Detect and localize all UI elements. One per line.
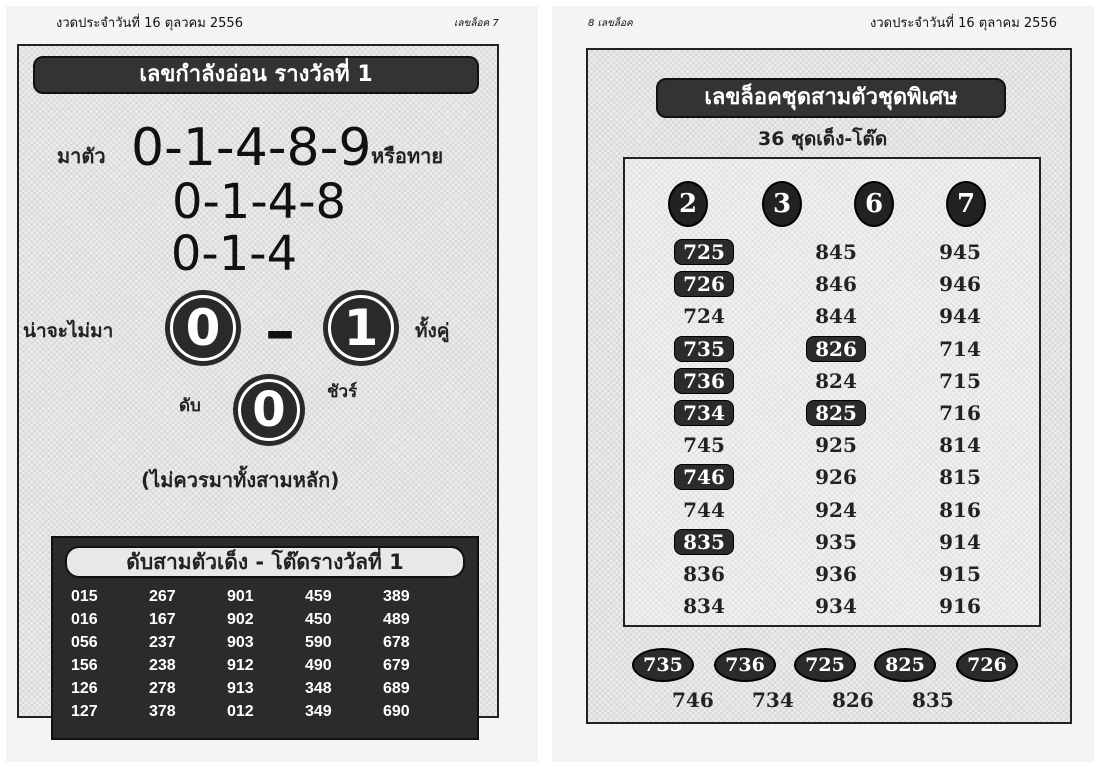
- table-cell: 126: [71, 680, 98, 697]
- table-cell: 690: [383, 703, 410, 720]
- bottom-pill-4: 825: [874, 648, 936, 682]
- number-column-1: [659, 236, 749, 622]
- list-item: [791, 590, 881, 622]
- number-columns-box: [623, 157, 1041, 627]
- number: 814: [939, 433, 981, 458]
- list-item: [791, 333, 881, 365]
- bottom-pill-3: 725: [794, 648, 856, 682]
- number: 926: [815, 465, 857, 490]
- list-item: [915, 365, 1005, 397]
- list-item: [791, 397, 881, 429]
- right-frame: [586, 48, 1072, 724]
- table-cell: 913: [227, 680, 254, 697]
- bottom-pill-2: 736: [714, 648, 776, 682]
- list-item: [915, 397, 1005, 429]
- table-cell: 459: [305, 588, 332, 605]
- number: 916: [939, 594, 981, 619]
- table-cell: 912: [227, 657, 254, 674]
- list-item: [659, 333, 749, 365]
- list-item: [659, 268, 749, 300]
- table-cell: 278: [149, 680, 176, 697]
- bottom-pill-1: 735: [632, 648, 694, 682]
- table-cell: 348: [305, 680, 332, 697]
- dub-number-table: [51, 536, 479, 740]
- right-subtitle: 36 ชุดเด็ง-โต๊ด: [758, 128, 888, 150]
- number: 925: [815, 433, 857, 458]
- list-item: [659, 300, 749, 332]
- table-cell: 167: [149, 611, 176, 628]
- pair-digit-b-circle: [323, 290, 399, 366]
- number: 924: [815, 497, 857, 522]
- list-item: [915, 461, 1005, 493]
- number: 815: [939, 465, 981, 490]
- pair-digit-b: 1: [328, 295, 394, 361]
- highlighted-number: 825: [806, 400, 866, 426]
- pair-right-label: ทั้งคู่: [415, 320, 450, 342]
- column-head-2: 2: [668, 181, 708, 227]
- number: 934: [815, 594, 857, 619]
- single-left-label: ดับ: [179, 396, 201, 416]
- list-item: [915, 268, 1005, 300]
- list-item: [659, 558, 749, 590]
- table-cell: 490: [305, 657, 332, 674]
- list-item: [791, 236, 881, 268]
- list-item: [659, 461, 749, 493]
- left-page: [6, 6, 538, 762]
- table-cell: 156: [71, 657, 98, 674]
- table-cell: 378: [149, 703, 176, 720]
- bottom-number-2: 734: [752, 688, 794, 712]
- highlighted-number: 734: [674, 400, 734, 426]
- line2-digits: 0-1-4-8: [171, 174, 347, 230]
- pair-digit-a: 0: [170, 295, 236, 361]
- table-cell: 902: [227, 611, 254, 628]
- column-head-6: 6: [854, 181, 894, 227]
- number: 915: [939, 561, 981, 586]
- pair-left-label: น่าจะไม่มา: [23, 320, 114, 342]
- highlighted-number: 835: [674, 529, 734, 555]
- single-right-label: ชัวร์: [327, 382, 358, 402]
- table-cell: 901: [227, 588, 254, 605]
- line3-digits: 0-1-4: [170, 226, 298, 282]
- table-cell: 590: [305, 634, 332, 651]
- list-item: [659, 590, 749, 622]
- number: 836: [683, 561, 725, 586]
- bottom-number-3: 826: [832, 688, 874, 712]
- number: 945: [939, 240, 981, 265]
- number: 714: [939, 336, 981, 361]
- table-cell: 689: [383, 680, 410, 697]
- note-text: (ไม่ควรมาทั้งสามหลัก): [141, 468, 340, 492]
- right-header-date: งวดประจำวันที่ 16 ตุลาคม 2556: [870, 16, 1057, 31]
- list-item: [791, 429, 881, 461]
- table-cell: 016: [71, 611, 98, 628]
- list-item: [791, 365, 881, 397]
- list-item: [659, 236, 749, 268]
- right-banner-title: เลขล็อคชุดสามตัวชุดพิเศษ: [656, 78, 1006, 118]
- list-item: [659, 494, 749, 526]
- table-cell: 056: [71, 634, 98, 651]
- number-column-2: [791, 236, 881, 622]
- bottom-number-1: 746: [672, 688, 714, 712]
- number: 944: [939, 304, 981, 329]
- bottom-pill-5: 726: [956, 648, 1018, 682]
- number: 846: [815, 272, 857, 297]
- list-item: [659, 429, 749, 461]
- number: 834: [683, 594, 725, 619]
- list-item: [915, 429, 1005, 461]
- table-cell: 267: [149, 588, 176, 605]
- number: 724: [683, 304, 725, 329]
- table-cell: 238: [149, 657, 176, 674]
- highlighted-number: 736: [674, 368, 734, 394]
- single-digit-circle: [233, 374, 305, 446]
- list-item: [915, 526, 1005, 558]
- single-digit: 0: [238, 379, 300, 441]
- list-item: [659, 397, 749, 429]
- table-cell: 237: [149, 634, 176, 651]
- line1-suffix: หรือทาย: [371, 144, 444, 168]
- highlighted-number: 735: [674, 336, 734, 362]
- column-head-3: 3: [762, 181, 802, 227]
- number: 715: [939, 368, 981, 393]
- column-head-7: 7: [946, 181, 986, 227]
- highlighted-number: 746: [674, 464, 734, 490]
- left-frame: [17, 44, 499, 718]
- list-item: [915, 300, 1005, 332]
- number: 824: [815, 368, 857, 393]
- table-title: ดับสามตัวเด็ง - โต๊ดรางวัลที่ 1: [65, 546, 465, 578]
- table-cell: 678: [383, 634, 410, 651]
- highlighted-number: 726: [674, 271, 734, 297]
- number-column-3: [915, 236, 1005, 622]
- number: 946: [939, 272, 981, 297]
- list-item: [791, 268, 881, 300]
- left-page-label: เลขล็อค 7: [454, 18, 499, 29]
- table-cell: 012: [227, 703, 254, 720]
- number: 844: [815, 304, 857, 329]
- number: 936: [815, 561, 857, 586]
- list-item: [791, 526, 881, 558]
- number: 745: [683, 433, 725, 458]
- number: 845: [815, 240, 857, 265]
- right-page: [552, 6, 1094, 762]
- number: 744: [683, 497, 725, 522]
- list-item: [915, 558, 1005, 590]
- list-item: [791, 558, 881, 590]
- number: 914: [939, 529, 981, 554]
- table-cell: 679: [383, 657, 410, 674]
- number-grid: [71, 588, 461, 723]
- left-header-date: งวดประจำวันที่ 16 ตุลวคม 2556: [56, 16, 243, 31]
- list-item: [659, 365, 749, 397]
- left-banner-title: เลขกำลังอ่อน รางวัลที่ 1: [33, 56, 479, 94]
- table-cell: 349: [305, 703, 332, 720]
- list-item: [659, 526, 749, 558]
- table-cell: 127: [71, 703, 98, 720]
- right-page-label: 8 เลขล็อค: [588, 18, 633, 29]
- table-cell: 389: [383, 588, 410, 605]
- table-cell: 450: [305, 611, 332, 628]
- number: 816: [939, 497, 981, 522]
- list-item: [915, 590, 1005, 622]
- bottom-number-4: 835: [912, 688, 954, 712]
- table-cell: 015: [71, 588, 98, 605]
- list-item: [915, 494, 1005, 526]
- table-cell: 903: [227, 634, 254, 651]
- number: 716: [939, 401, 981, 426]
- pair-digit-a-circle: [165, 290, 241, 366]
- list-item: [791, 494, 881, 526]
- table-cell: 489: [383, 611, 410, 628]
- highlighted-number: 725: [674, 239, 734, 265]
- list-item: [915, 236, 1005, 268]
- list-item: [915, 333, 1005, 365]
- line1-prefix: มาตัว: [57, 144, 106, 168]
- highlighted-number: 826: [806, 336, 866, 362]
- number: 935: [815, 529, 857, 554]
- list-item: [791, 300, 881, 332]
- list-item: [791, 461, 881, 493]
- pair-dash: –: [265, 296, 295, 366]
- line1-digits: 0-1-4-8-9: [131, 118, 372, 178]
